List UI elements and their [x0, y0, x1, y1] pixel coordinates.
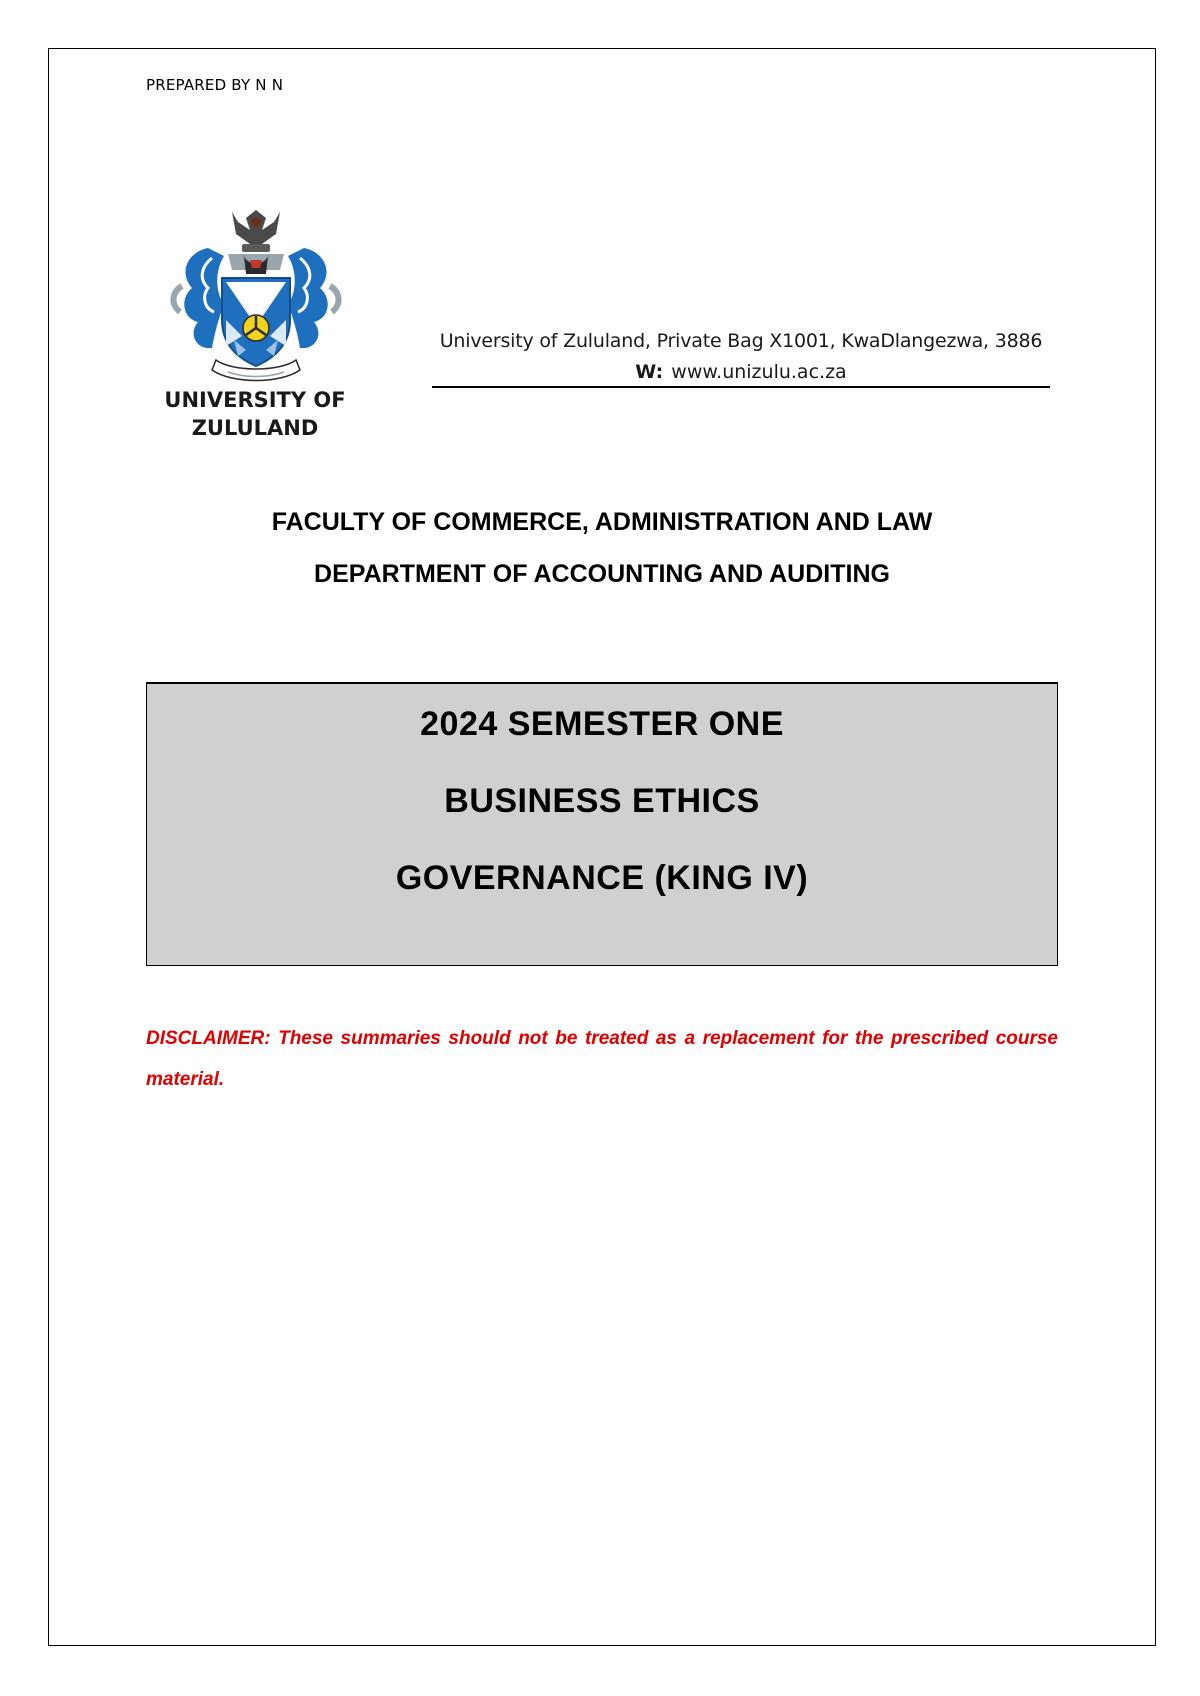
topic-title: GOVERNANCE (KING IV): [395, 859, 809, 897]
department-name: DEPARTMENT OF ACCOUNTING AND AUDITING: [314, 560, 890, 588]
prepared-by-text: PREPARED BY N N: [146, 76, 284, 94]
eagle-crest-icon: [232, 210, 280, 252]
faculty-heading: [48, 496, 1156, 600]
course-title: BUSINESS ETHICS: [444, 782, 760, 820]
university-name-line1: UNIVERSITY OF: [164, 388, 346, 412]
title-box: [146, 682, 1058, 966]
website-link[interactable]: www.unizulu.ac.za: [671, 361, 847, 383]
disclaimer-text: DISCLAIMER: These summaries should not be treated as a replacement for the prescribed course material.: [146, 1028, 1058, 1090]
university-name: [150, 386, 360, 442]
semester-title: 2024 SEMESTER ONE: [420, 705, 784, 743]
postal-address: University of Zululand, Private Bag X1001, KwaDlangezwa, 3886: [439, 330, 1043, 352]
university-name-line2: ZULULAND: [191, 416, 319, 440]
website-line: [430, 356, 1052, 388]
website-prefix: W:: [635, 361, 664, 383]
university-crest-icon: [158, 208, 354, 388]
faculty-name: FACULTY OF COMMERCE, ADMINISTRATION AND LAW: [271, 508, 933, 536]
address-divider: [432, 386, 1050, 388]
address-block: [430, 326, 1052, 388]
